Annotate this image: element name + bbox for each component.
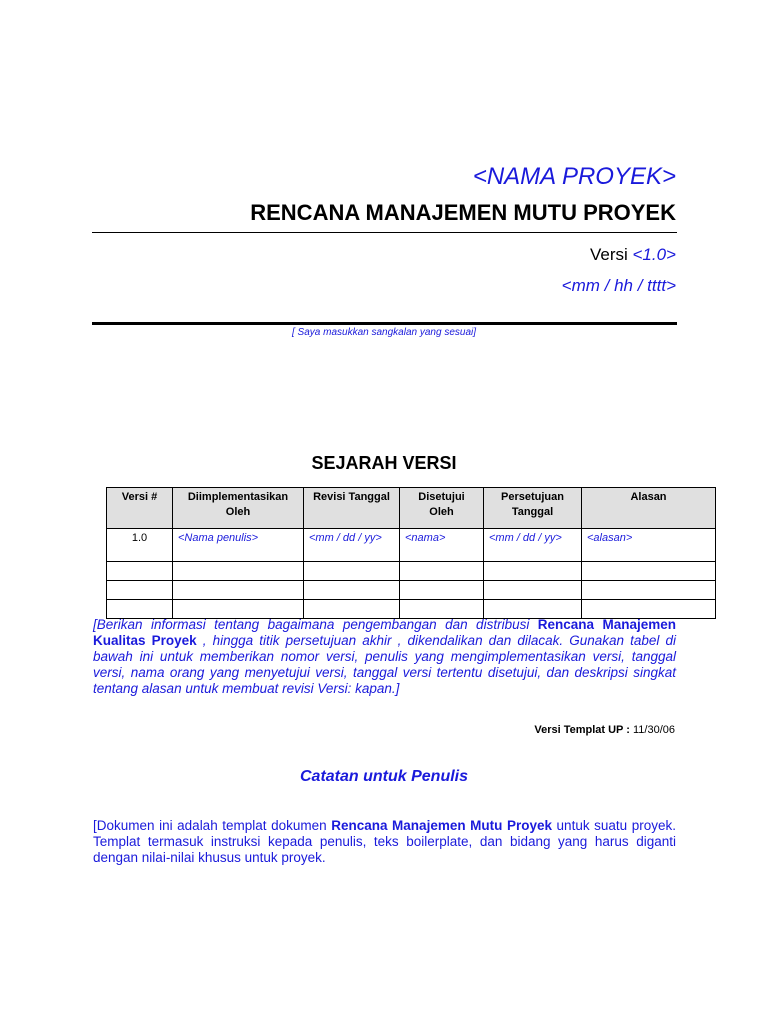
column-header: Versi # (107, 488, 173, 529)
notes-bold-term: Rencana Manajemen Mutu Proyek (331, 818, 552, 833)
column-header: Revisi Tanggal (304, 488, 400, 529)
template-version-value: 11/30/06 (632, 724, 675, 736)
template-version (534, 724, 675, 736)
version-value: <1.0> (632, 245, 676, 264)
disclaimer-note: [ Saya masukkan sangkalan yang sesuai] (292, 327, 476, 338)
table-cell (400, 600, 484, 619)
table-cell: <nama> (400, 529, 484, 562)
table-cell (582, 581, 716, 600)
column-header: Diimplementasikan Oleh (173, 488, 304, 529)
table-cell (107, 562, 173, 581)
table-cell: 1.0 (107, 529, 173, 562)
table-cell (107, 581, 173, 600)
title-divider (92, 232, 677, 233)
column-header: Persetujuan Tanggal (484, 488, 582, 529)
table-cell: <alasan> (582, 529, 716, 562)
author-notes-heading: Catatan untuk Penulis (299, 768, 469, 785)
version-line (590, 245, 676, 265)
table-row (107, 529, 716, 562)
table-cell (400, 562, 484, 581)
header-thick-divider (92, 322, 677, 325)
notes-text: [Dokumen ini adalah templat dokumen (93, 818, 332, 833)
document-title: RENCANA MANAJEMEN MUTU PROYEK (250, 200, 676, 225)
table-cell (484, 600, 582, 619)
table-row (107, 581, 716, 600)
table-cell (173, 600, 304, 619)
table-cell (173, 581, 304, 600)
date-placeholder: <mm / hh / tttt> (561, 276, 676, 295)
template-version-label: Versi Templat UP : (534, 724, 630, 736)
table-cell: <Nama penulis> (173, 529, 304, 562)
version-info-instructions (93, 617, 676, 697)
version-history-table (106, 487, 716, 619)
table-cell (173, 562, 304, 581)
table-cell (304, 600, 400, 619)
table-cell: <mm / dd / yy> (484, 529, 582, 562)
author-notes-text (93, 818, 676, 866)
table-cell (484, 562, 582, 581)
info-text: , hingga titik persetujuan akhir , dikendalikan dan dilacak. Gunakan tabel di bawah ini untuk memberikan nomor versi, penulis yang mengimplementasikan versi, tanggal versi, nama orang yang menyetujui versi, tanggal versi tertentu disetujui, dan deskripsi singkat tentang alasan untuk membuat revisi Versi: kapan.] (93, 633, 676, 696)
table-cell (484, 581, 582, 600)
table-cell: <mm / dd / yy> (304, 529, 400, 562)
table-cell (304, 562, 400, 581)
notes-text: untuk suatu proyek. Templat termasuk instruksi kepada penulis, teks boilerplate, dan bidang yang harus diganti dengan nilai-nilai khusus untuk proyek. (93, 818, 676, 865)
table-cell (582, 600, 716, 619)
table-header-row (107, 488, 716, 529)
info-bold-term: Rencana Manajemen Kualitas Proyek (93, 617, 676, 648)
table-cell (400, 581, 484, 600)
table-cell (107, 600, 173, 619)
version-label: Versi (589, 245, 628, 264)
project-name-placeholder: <NAMA PROYEK> (472, 163, 676, 190)
table-row (107, 600, 716, 619)
table-cell (304, 581, 400, 600)
table-cell (582, 562, 716, 581)
table-row (107, 562, 716, 581)
version-history-heading: SEJARAH VERSI (311, 453, 457, 473)
column-header: Alasan (582, 488, 716, 529)
column-header: Disetujui Oleh (400, 488, 484, 529)
info-text: [Berikan informasi tentang bagaimana pengembangan dan distribusi (93, 617, 538, 632)
